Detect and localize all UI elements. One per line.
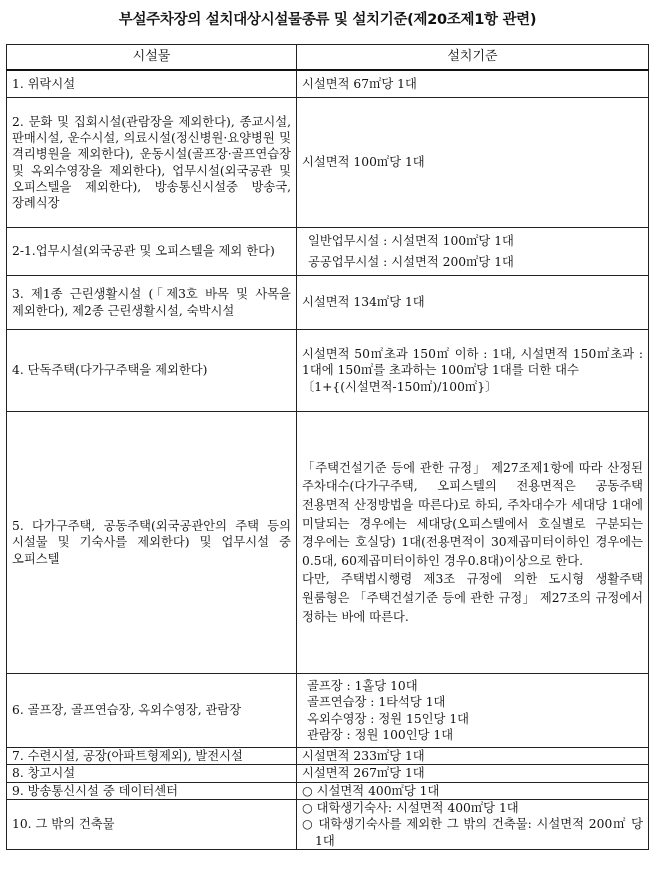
standard-line: 공공업무시설 : 시설면적 200㎡당 1대 [308,254,514,269]
standard-line: 시설면적 233㎡당 1대 [302,749,425,763]
facility-cell: 9. 방송통신시설 중 데이터센터 [7,782,297,799]
table-row [7,98,649,228]
standard-line: ○ 대학생기숙사: 시설면적 400㎡당 1대 [302,800,519,815]
standard-line: 시설면적 100㎡당 1대 [302,155,425,170]
standard-line: 옥외수영장 : 정원 15인당 1대 [307,711,470,726]
facility-cell: 10. 그 밖의 건축물 [7,799,297,849]
facility-cell: 1. 위락시설 [7,70,297,98]
document-title: 부설주차장의 설치대상시설물종류 및 설치기준(제20조제1항 관련) [118,12,537,28]
table-row [7,276,649,330]
standard-cell [297,70,649,98]
standard-line: ○ 대학생기숙사를 제외한 그 밖의 건축물: 시설면적 200㎡ 당 1대 [302,817,643,848]
standard-cell [297,799,649,849]
standard-cell [297,674,649,748]
facility-cell: 6. 골프장, 골프연습장, 옥외수영장, 관람장 [7,674,297,748]
table-row [7,748,649,765]
standard-line: 다만, 주택법시행령 제3조 규정에 의한 도시형 생활주택 원룸형은 「주택건설기준 등에 관한 규정」 제27조의 규정에서 정하는 바에 따른다. [302,572,643,624]
standard-cell [297,748,649,765]
header-standard: 설치기준 [297,45,649,70]
standard-line: 시설면적 134㎡당 1대 [302,295,425,310]
facility-cell: 4. 단독주택(다가구주택을 제외한다) [7,330,297,412]
standard-line: 「주택건설기준 등에 관한 규정」 제27조제1항에 따라 산정된 주차대수(다가구주택, 오피스텔의 전용면적은 공동주택 전용면적 산정방법을 따른다)로 하되, 주차대수가 세대당 1대에 미달되는 경우에는 세대당(오피스텔에서 호실별로 구분되는 경우에는 호실당) 1대(전용면적이 30제곱미터이하인 경우에는 0.5대, 60제곱미터이하인 경우0.8대)이상으로 한다. [302,460,643,568]
standard-line: 골프연습장 : 1타석당 1대 [307,695,446,710]
standard-cell [297,276,649,330]
standard-line: 관람장 : 정원 100인당 1대 [307,727,454,742]
standard-line: 골프장 : 1홀당 10대 [307,678,418,693]
table-row [7,70,649,98]
facility-cell: 8. 창고시설 [7,765,297,782]
table-row [7,782,649,799]
standard-cell [297,782,649,799]
facility-cell: 5. 다가구주택, 공동주택(외국공관안의 주택 등의 시설물 및 기숙사를 제외한다) 및 업무시설 중 오피스텔 [7,412,297,674]
table-row [7,674,649,748]
facility-cell: 3. 제1종 근린생활시설 (「제3호 바목 및 사목을 제외한다), 제2종 근린생활시설, 숙박시설 [7,276,297,330]
header-facility: 시설물 [7,45,297,70]
table-row [7,228,649,276]
standard-line: 시설면적 67㎡당 1대 [302,76,417,91]
standard-line: 일반업무시설 : 시설면적 100㎡당 1대 [308,233,514,248]
standard-cell [297,228,649,276]
table-row [7,765,649,782]
table-row [7,330,649,412]
table-row [7,799,649,849]
facility-cell: 2. 문화 및 집회시설(관람장을 제외한다), 종교시설, 판매시설, 운수시설, 의료시설(정신병원·요양병원 및 격리병원을 제외한다), 운동시설(골프장·골프연습장 및 옥외수영장을 제외한다), 업무시설(외국공관 및 오피스텔을 제외한다), 방송통신시설중 방송국, 장례식장 [7,98,297,228]
standard-line: 〔1+{(시설면적-150㎡)/100㎡}〕 [302,379,498,394]
standard-line: ○ 시설면적 400㎡당 1대 [302,783,440,798]
standard-cell [297,412,649,674]
facility-cell: 2-1.업무시설(외국공관 및 오피스텔을 제외 한다) [7,228,297,276]
parking-standard-table [6,44,649,850]
table-row [7,412,649,674]
facility-cell: 7. 수련시설, 공장(아파트형제외), 발전시설 [7,748,297,765]
standard-line: 시설면적 267㎡당 1대 [302,766,425,781]
standard-cell [297,330,649,412]
standard-cell [297,98,649,228]
standard-cell [297,765,649,782]
standard-line: 시설면적 50㎡초과 150㎡ 이하 : 1대, 시설면적 150㎡초과 : 1대에 150㎡를 초과하는 100㎡당 1대를 더한 대수 [302,347,643,378]
